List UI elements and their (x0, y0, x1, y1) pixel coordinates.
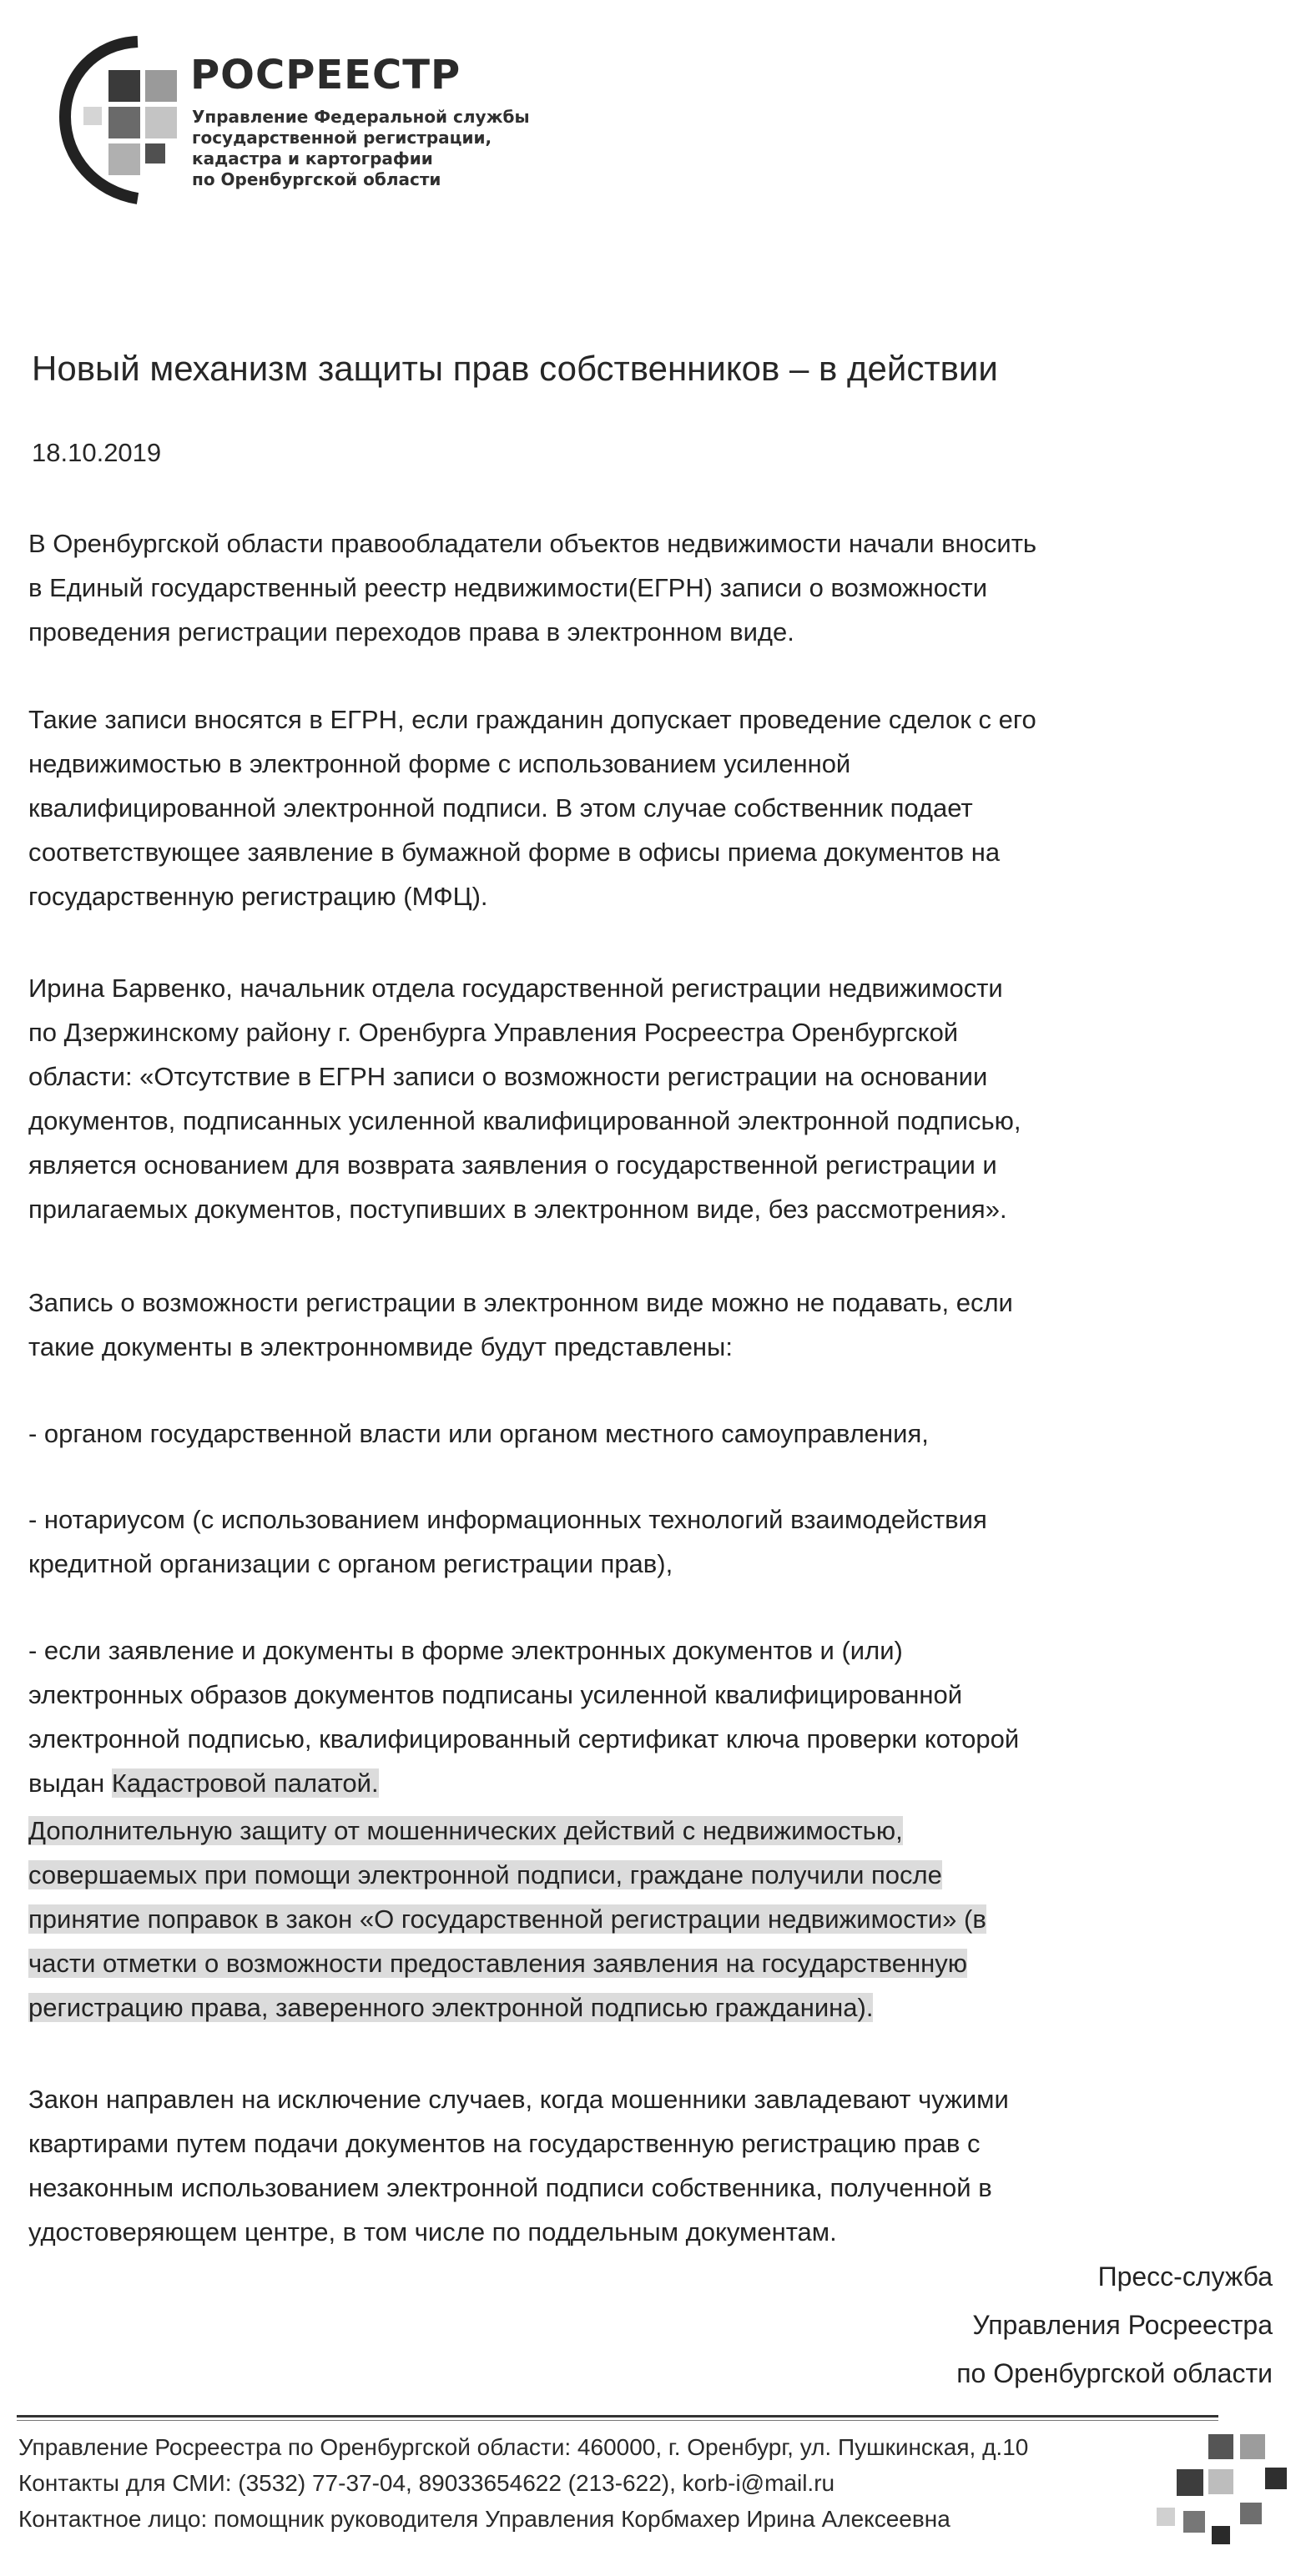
org-subtitle-line: кадастра и картографии (192, 148, 433, 169)
text-line: государственную регистрацию (МФЦ). (28, 882, 488, 911)
highlighted-text: принятие поправок в закон «О государственной регистрации недвижимости» (в (28, 1904, 986, 1934)
text-line: квартирами путем подачи документов на государственную регистрацию прав с (28, 2129, 981, 2158)
text-line: недвижимостью в электронной форме с использованием усиленной (28, 749, 851, 778)
list-item-3 (28, 1628, 1288, 1805)
rosreestr-logo-icon (58, 33, 209, 209)
text-line: незаконным использованием электронной подписи собственника, полученной в (28, 2173, 992, 2202)
text-line: - нотариусом (с использованием информационных технологий взаимодействия (28, 1505, 987, 1534)
text-line: соответствующее заявление в бумажной форме в офисы приема документов на (28, 838, 1001, 867)
paragraph-2 (28, 697, 1288, 918)
text-line: такие документы в электронномвиде будут представлены: (28, 1332, 733, 1361)
pixel-squares-icon (1150, 2428, 1292, 2561)
signature-line: Управления Росреестра (972, 2310, 1273, 2340)
text-line (28, 1761, 1288, 1805)
paragraph-4 (28, 1280, 1288, 1369)
org-name: РОСРЕЕСТР (190, 52, 461, 98)
list-item-2 (28, 1497, 1288, 1586)
paragraph-1 (28, 521, 1288, 654)
footer-media-contacts: Контакты для СМИ: (3532) 77-37-04, 89033654622 (213-622), korb-i@mail.ru (18, 2470, 835, 2496)
highlighted-text: совершаемых при помощи электронной подписи, граждане получили после (28, 1860, 942, 1889)
list-item-1 (28, 1411, 1288, 1456)
text-line: Запись о возможности регистрации в электронном виде можно не подавать, если (28, 1288, 1013, 1317)
paragraph-3 (28, 966, 1288, 1231)
org-subtitle-line: государственной регистрации, (192, 128, 492, 148)
text-fragment: выдан (28, 1768, 112, 1798)
text-line: в Единый государственный реестр недвижимости(ЕГРН) записи о возможности (28, 573, 988, 602)
footer-divider (17, 2415, 1218, 2418)
text-line: документов, подписанных усиленной квалифицированной электронной подписью, (28, 1106, 1021, 1135)
text-line: электронной подписью, квалифицированный сертификат ключа проверки которой (28, 1724, 1020, 1753)
text-line: Ирина Барвенко, начальник отдела государственной регистрации недвижимости (28, 974, 1003, 1003)
text-line: области: «Отсутствие в ЕГРН записи о возможности регистрации на основании (28, 1062, 988, 1091)
signature-block (688, 2252, 1273, 2397)
footer-divider-thin (17, 2420, 1218, 2421)
org-subtitle (192, 107, 626, 190)
text-line: - если заявление и документы в форме электронных документов и (или) (28, 1636, 903, 1665)
org-subtitle-line: по Оренбургской области (192, 169, 441, 189)
article-date: 18.10.2019 (32, 438, 162, 467)
signature-line: по Оренбургской области (956, 2358, 1273, 2388)
text-line: Такие записи вносятся в ЕГРН, если гражданин допускает проведение сделок с его (28, 705, 1036, 734)
highlighted-text: Дополнительную защиту от мошеннических действий с недвижимостью, (28, 1816, 903, 1845)
highlighted-text: части отметки о возможности предоставления заявления на государственную (28, 1949, 968, 1978)
text-line: В Оренбургской области правообладатели объектов недвижимости начали вносить (28, 529, 1037, 558)
paragraph-9 (28, 2077, 1288, 2254)
text-line: прилагаемых документов, поступивших в электронном виде, без рассмотрения». (28, 1195, 1007, 1224)
footer-contact-person: Контактное лицо: помощник руководителя Управления Корбмахер Ирина Алексеевна (18, 2506, 950, 2532)
highlighted-text: Кадастровой палатой. (111, 1768, 379, 1798)
text-line: проведения регистрации переходов права в электронном виде. (28, 617, 794, 647)
footer-contacts (18, 2429, 1137, 2537)
text-line: Закон направлен на исключение случаев, когда мошенники завладевают чужими (28, 2085, 1009, 2114)
org-subtitle-line: Управление Федеральной службы (192, 107, 530, 127)
text-line: электронных образов документов подписаны усиленной квалифицированной (28, 1680, 963, 1709)
highlighted-text: регистрацию права, заверенного электронной подписью гражданина). (28, 1993, 874, 2022)
text-line: - органом государственной власти или органом местного самоуправления, (28, 1419, 929, 1448)
text-line: удостоверяющем центре, в том числе по поддельным документам. (28, 2217, 837, 2246)
article-title: Новый механизм защиты прав собственников – в действии (32, 349, 998, 388)
footer-address: Управление Росреестра по Оренбургской области: 460000, г. Оренбург, ул. Пушкинская, д.10 (18, 2434, 1029, 2460)
text-line: квалифицированной электронной подписи. В этом случае собственник подает (28, 793, 973, 823)
signature-line: Пресс-служба (1097, 2262, 1273, 2292)
paragraph-highlighted (28, 1809, 1288, 2030)
text-line: по Дзержинскому району г. Оренбурга Управления Росреестра Оренбургской (28, 1018, 959, 1047)
text-line: кредитной организации с органом регистрации прав), (28, 1549, 673, 1578)
text-line: является основанием для возврата заявления о государственной регистрации и (28, 1150, 997, 1180)
